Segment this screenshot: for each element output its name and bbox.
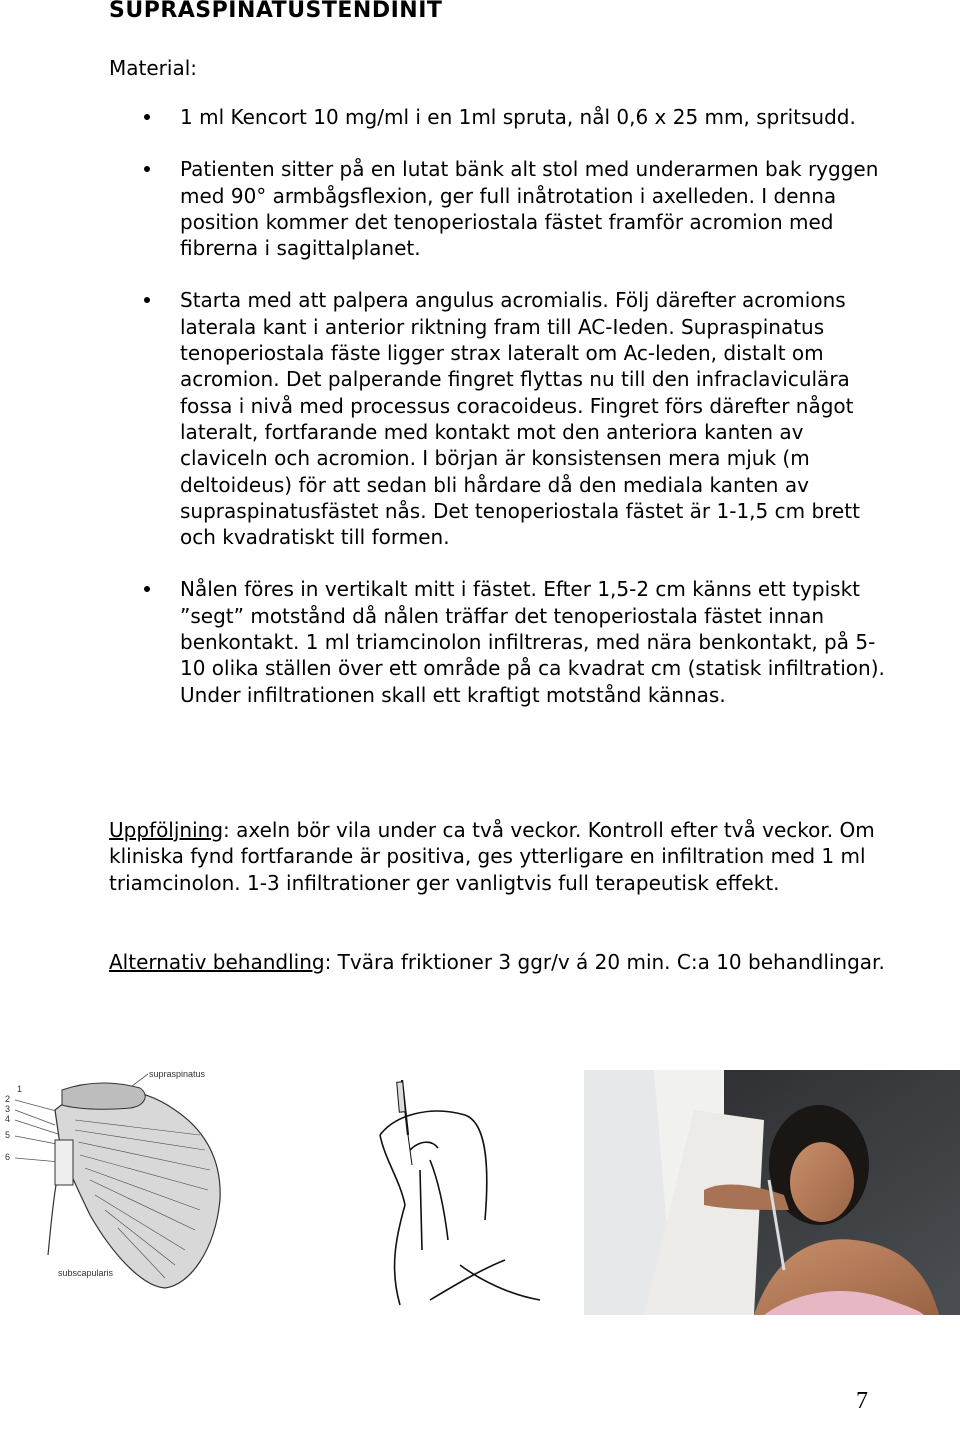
- followup-paragraph: [109, 817, 889, 896]
- bullet-icon: [144, 114, 150, 120]
- bullet-icon: [144, 166, 150, 172]
- figure-label: 5: [5, 1130, 11, 1140]
- document-title: SUPRASPINATUSTENDINIT: [109, 0, 443, 23]
- injection-photo: [584, 1070, 960, 1315]
- figure-label-supraspinatus: supraspinatus: [149, 1069, 206, 1079]
- figure-label: 3: [5, 1104, 11, 1114]
- list-item: Nålen föres in vertikalt mitt i fästet. Efter 1,5-2 cm känns ett typiskt ”segt” motstånd då nålen träffar det tenoperiostala fästet innan benkontakt. 1 ml triamcinolon infiltreras, med nära benkontakt, på 5-10 olika ställen över ett område på ca kvadrat cm (statisk infiltration). Under infiltrationen skall ett kraftigt motstånd kännas.: [109, 576, 889, 707]
- bullet-icon: [144, 297, 150, 303]
- scapula-anatomy-figure: [0, 1050, 260, 1290]
- figure-label: 6: [5, 1152, 11, 1162]
- followup-label: Uppföljning: [109, 818, 224, 842]
- list-item: 1 ml Kencort 10 mg/ml i en 1ml spruta, nål 0,6 x 25 mm, spritsudd.: [109, 104, 889, 130]
- list-item: Starta med att palpera angulus acromialis. Följ därefter acromions laterala kant i anterior riktning fram till AC-Ieden. Supraspinatus tenoperiostala fäste ligger strax lateralt om Ac-leden, distalt om acromion. Det palperande fingret flyttas nu till den infraclaviculära fossa i nivå med processus coracoideus. Fingret förs därefter något lateralt, fortfarande med kontakt mot den anteriora kanten av claviceln och acromion. I början är konsistensen mera mjuk (m deltoideus) för att sedan bli hårdare då den mediala kanten av supraspinatusfästet nås. Det tenoperiostala fästet är 1-1,5 cm brett och kvadratiskt till formen.: [109, 287, 889, 550]
- instruction-list: [109, 104, 889, 708]
- alternative-paragraph: [109, 949, 889, 975]
- page-number: 7: [856, 1388, 868, 1414]
- figure-label: 4: [5, 1114, 11, 1124]
- followup-text: : axeln bör vila under ca två veckor. Kontroll efter två veckor. Om kliniska fynd fortfarande är positiva, ges ytterligare en infiltration med 1 ml triamcinolon. 1-3 infiltrationer ger vanligtvis full terapeutisk effekt.: [109, 818, 875, 895]
- material-label: Material:: [109, 56, 197, 80]
- injection-line-drawing: [360, 1070, 550, 1310]
- figure-label: 1: [17, 1084, 23, 1094]
- figure-label-subscapularis: subscapularis: [58, 1268, 114, 1278]
- figure-label: 2: [5, 1094, 11, 1104]
- list-item: Patienten sitter på en lutat bänk alt stol med underarmen bak ryggen med 90° armbågsflexion, ger full inåtrotation i axelleden. I denna position kommer det tenoperiostala fästet framför acromion med fibrerna i sagittalplanet.: [109, 156, 889, 261]
- alternative-text: : Tvära friktioner 3 ggr/v á 20 min. C:a 10 behandlingar.: [324, 950, 885, 974]
- bullet-icon: [144, 586, 150, 592]
- figure-row: [0, 1050, 960, 1340]
- alternative-label: Alternativ behandling: [109, 950, 325, 974]
